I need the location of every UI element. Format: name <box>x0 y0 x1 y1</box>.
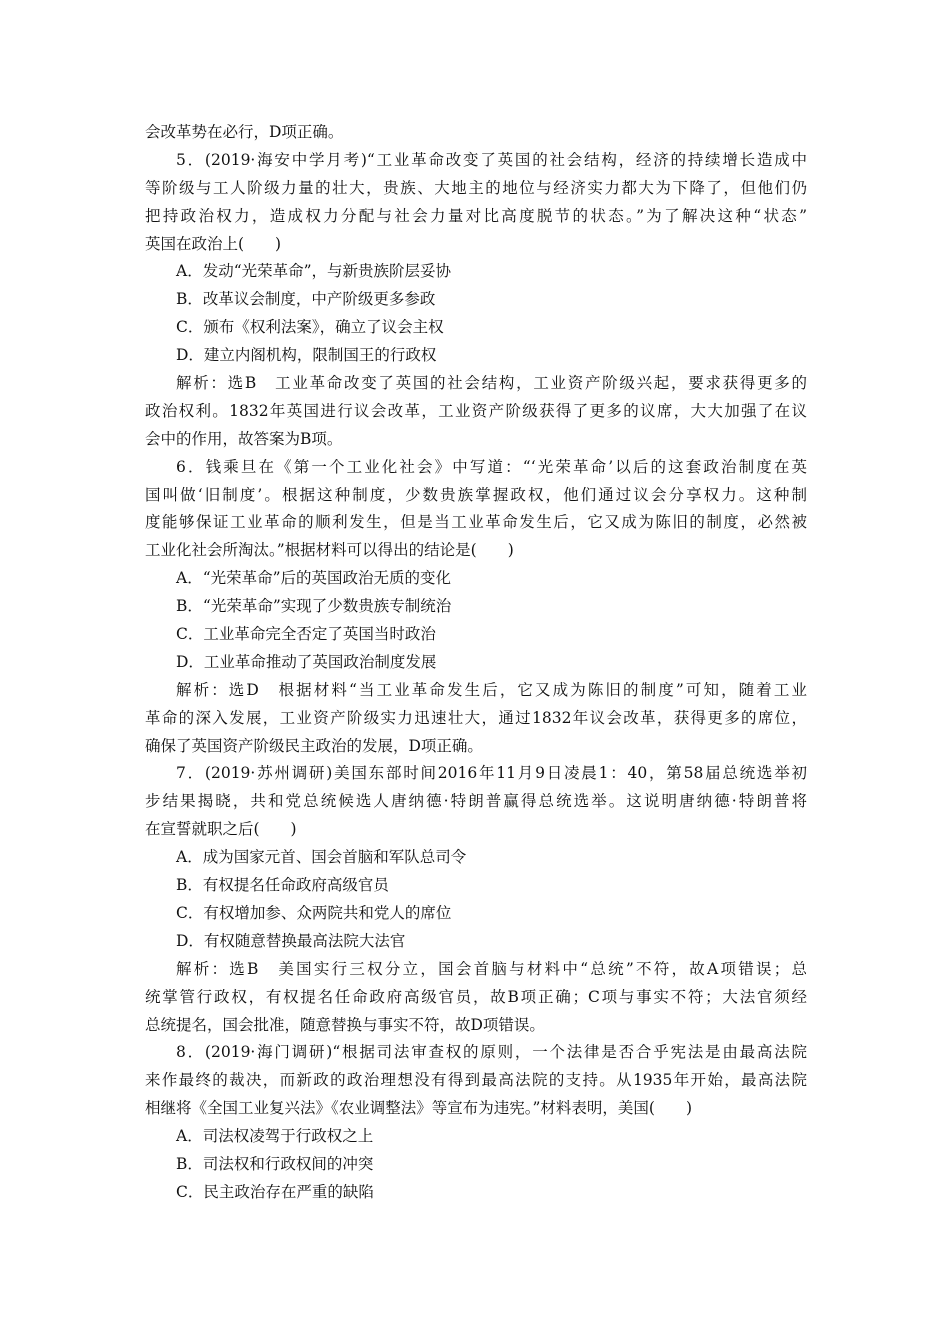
text-line: B．改革议会制度，中产阶级更多参政 <box>176 290 436 309</box>
text-line: 来作最终的裁决，而新政的政治理想没有得到最高法院的支持。从1935年开始，最高法院 <box>145 1071 807 1090</box>
text-line: 6．钱乘旦在《第一个工业化社会》中写道：“‘光荣革命’以后的这套政治制度在英 <box>176 457 807 476</box>
text-line: 等阶级与工人阶级力量的壮大，贵族、大地主的地位与经济实力都大为下降了，但他们仍 <box>145 178 807 197</box>
text-line: 工业化社会所淘汰。”根据材料可以得出的结论是( ) <box>145 541 514 560</box>
text-line: 把持政治权力，造成权力分配与社会力量对比高度脱节的状态。”为了解决这种“状态” <box>145 206 807 225</box>
text-line: A．成为国家元首、国会首脑和军队总司令 <box>176 848 467 867</box>
text-line: 会中的作用，故答案为B项。 <box>145 429 343 448</box>
text-line: 总统提名，国会批准，随意替换与事实不符，故D项错误。 <box>145 1015 545 1034</box>
text-line: C．工业革命完全否定了英国当时政治 <box>176 625 436 644</box>
text-line: 解析：选D 根据材料“当工业革命发生后，它又成为陈旧的制度”可知，随着工业 <box>176 680 807 699</box>
text-line: 5．(2019·海安中学月考)“工业革命改变了英国的社会结构，经济的持续增长造成中 <box>176 150 807 169</box>
text-line: A．发动“光荣革命”，与新贵族阶层妥协 <box>176 262 452 281</box>
text-line: C．有权增加参、众两院共和党人的席位 <box>176 903 452 922</box>
text-line: 统掌管行政权，有权提名任命政府高级官员，故B项正确；C项与事实不符；大法官须经 <box>145 987 807 1006</box>
text-line: D．工业革命推动了英国政治制度发展 <box>176 652 437 671</box>
text-line: 步结果揭晓，共和党总统候选人唐纳德·特朗普赢得总统选举。这说明唐纳德·特朗普将 <box>145 792 807 811</box>
text-line: B．司法权和行政权间的冲突 <box>176 1154 374 1173</box>
text-line: 英国在政治上( ) <box>145 234 282 253</box>
text-line: 国叫做‘旧制度’。根据这种制度，少数贵族掌握政权，他们通过议会分享权力。这种制 <box>145 485 807 504</box>
text-line: 革命的深入发展，工业资产阶级实力迅速壮大，通过1832年议会改革，获得更多的席位， <box>145 708 807 727</box>
text-line: 7．(2019·苏州调研)美国东部时间2016年11月9日凌晨1：40，第58届总统选举初 <box>176 764 807 783</box>
text-line: 度能够保证工业革命的顺利发生，但是当工业革命发生后，它又成为陈旧的制度，必然被 <box>145 513 807 532</box>
text-line: B．有权提名任命政府高级官员 <box>176 876 389 895</box>
text-line: A．司法权凌驾于行政权之上 <box>176 1127 374 1146</box>
document-page <box>145 119 807 1207</box>
text-line: 政治权利。1832年英国进行议会改革，工业资产阶级获得了更多的议席，大大加强了在议 <box>145 401 807 420</box>
text-line: C．民主政治存在严重的缺陷 <box>176 1182 374 1201</box>
text-line: C．颁布《权利法案》，确立了议会主权 <box>176 318 444 337</box>
text-line: 解析：选B 工业革命改变了英国的社会结构，工业资产阶级兴起，要求获得更多的 <box>176 374 807 393</box>
text-line: 解析：选B 美国实行三权分立，国会首脑与材料中“总统”不符，故A项错误；总 <box>176 959 807 978</box>
text-line: 相继将《全国工业复兴法》《农业调整法》等宣布为违宪。”材料表明，美国( ) <box>145 1099 693 1118</box>
text-line: 在宣誓就职之后( ) <box>145 820 297 839</box>
text-line: B．“光荣革命”实现了少数贵族专制统治 <box>176 597 452 616</box>
text-line: A．“光荣革命”后的英国政治无质的变化 <box>176 569 452 588</box>
text-line: D．建立内阁机构，限制国王的行政权 <box>176 346 437 365</box>
text-line: 确保了英国资产阶级民主政治的发展，D项正确。 <box>145 736 483 755</box>
text-line: 8．(2019·海门调研)“根据司法审查权的原则，一个法律是否合乎宪法是由最高法院 <box>176 1043 807 1062</box>
text-line: D．有权随意替换最高法院大法官 <box>176 931 406 950</box>
text-line: 会改革势在必行，D项正确。 <box>145 123 344 141</box>
